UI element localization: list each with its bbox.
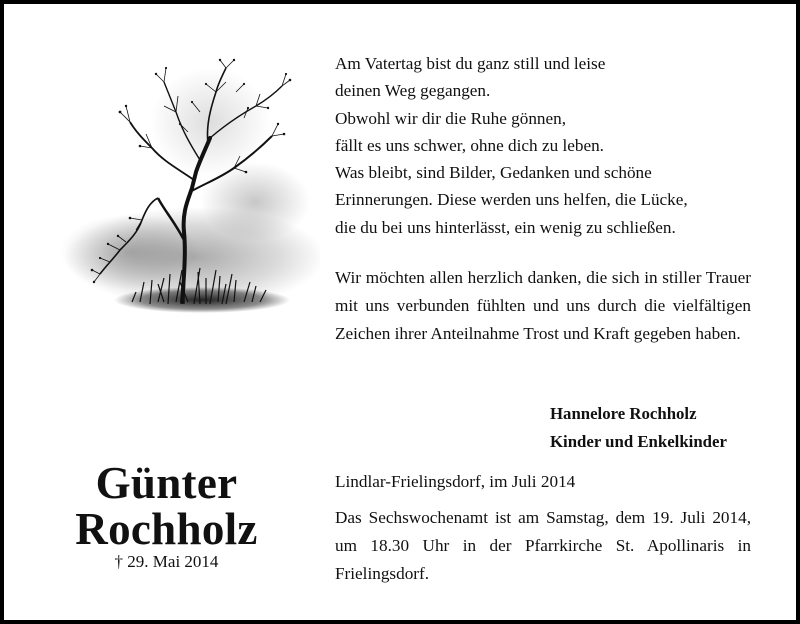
signers xyxy=(550,400,727,456)
poem-line: deinen Weg gegangen. xyxy=(335,81,491,101)
place-date: Lindlar-Frielingsdorf, im Juli 2014 xyxy=(335,472,576,491)
poem-line: fällt es uns schwer, ohne dich zu leben. xyxy=(335,135,604,155)
poem-line: Obwohl wir dir die Ruhe gönnen, xyxy=(335,108,567,128)
poem xyxy=(335,50,755,241)
poem-line: die du bei uns hinterlässt, ein wenig zu schließen. xyxy=(335,217,676,237)
thanks-paragraph: Wir möchten allen herzlich danken, die sich in stiller Trauer mit uns verbunden fühlten und uns durch die vielfältigen Zeichen ihrer Anteilnahme Trost und Kraft gegeben haben. xyxy=(335,268,751,343)
poem-line: Was bleibt, sind Bilder, Gedanken und schöne xyxy=(335,163,652,183)
tree-icon xyxy=(60,52,320,322)
poem-line: Am Vatertag bist du ganz still und leise xyxy=(335,54,606,73)
service-announcement: Das Sechswochenamt ist am Samstag, dem 19. Juli 2014, um 18.30 Uhr in der Pfarrkirche St. Apollinaris in Frielingsdorf. xyxy=(335,508,751,583)
signer-family: Kinder und Enkelkinder xyxy=(550,432,727,451)
signer-name: Hannelore Rochholz xyxy=(550,404,697,423)
deceased-name-block xyxy=(44,460,289,572)
deceased-first-name: Günter xyxy=(95,458,238,508)
poem-line: Erinnerungen. Diese werden uns helfen, die Lücke, xyxy=(335,190,688,210)
death-date: † 29. Mai 2014 xyxy=(114,552,219,571)
deceased-last-name: Rochholz xyxy=(75,504,258,554)
